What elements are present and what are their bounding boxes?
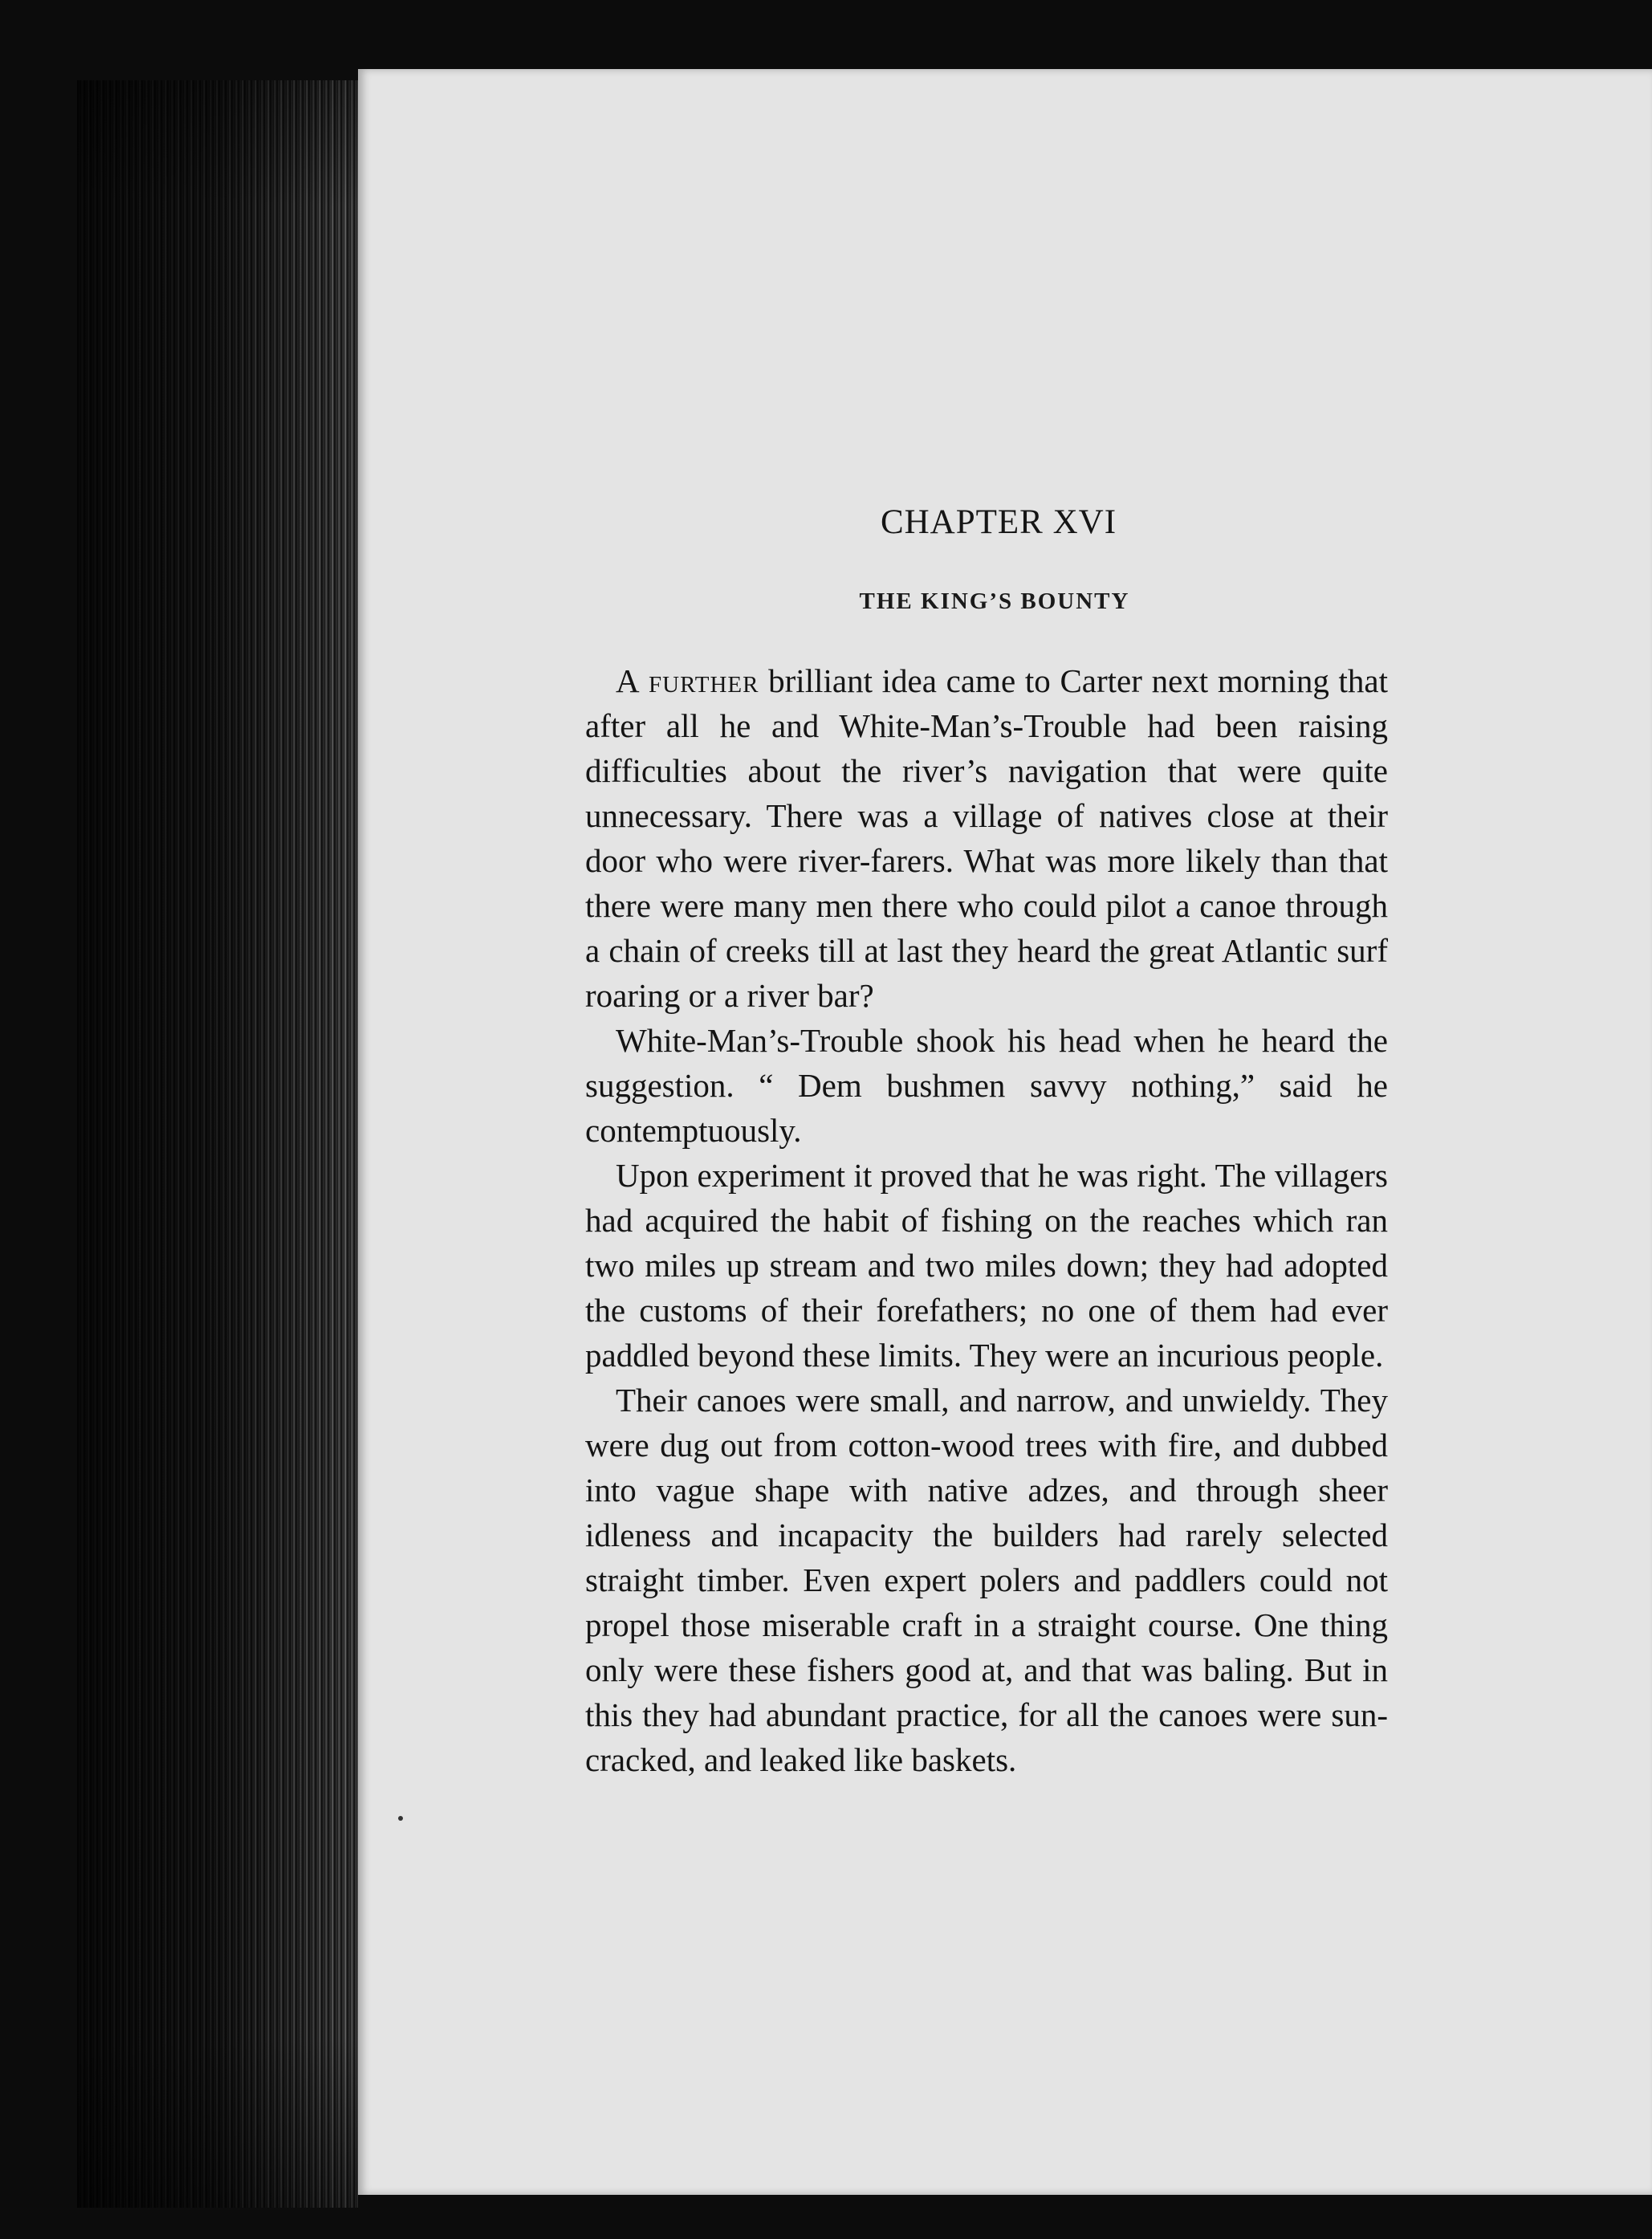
paragraph-lead-words: A further: [616, 662, 759, 699]
paragraph-1: [585, 658, 1388, 1018]
book-page-edges: [77, 80, 358, 2208]
scan-speck: [398, 1816, 403, 1821]
paragraph-2: White-Man’s-Trouble shook his head when he heard the suggestion. “ Dem bushmen savvy nothing,” said he contemptuously.: [585, 1022, 1388, 1149]
chapter-title: THE KING’S BOUNTY: [859, 588, 1130, 614]
paragraph-text: brilliant idea came to Carter next morning that after all he and White-Man’s-Trouble had been raising difficulties about the river’s navigation that were quite unnecessary. There was a village of natives close at their door who were river-farers. What was more likely than that there were many men there who could pilot a canoe through a chain of creeks till at last they heard the great Atlantic surf roaring or a river bar?: [585, 662, 1389, 1014]
chapter-heading: CHAPTER XVI: [880, 503, 1117, 541]
book-page: [358, 69, 1652, 2195]
page-content: [585, 503, 1388, 1782]
paragraph-4: Their canoes were small, and narrow, and unwieldy. They were dug out from cotton-wood trees with fire, and dubbed into vague shape with native adzes, and through sheer idleness and incapacity the builders had rarely selected straight timber. Even expert polers and paddlers could not propel those miserable craft in a straight course. One thing only were these fishers good at, and that was baling. But in this they had abundant practice, for all the canoes were sun-cracked, and leaked like baskets.: [585, 1382, 1388, 1778]
paragraph-3: Upon experiment it proved that he was right. The villagers had acquired the habit of fishing on the reaches which ran two miles up stream and two miles down; they had adopted the customs of their forefathers; no one of them had ever paddled beyond these limits. They were an incurious people.: [585, 1157, 1388, 1374]
